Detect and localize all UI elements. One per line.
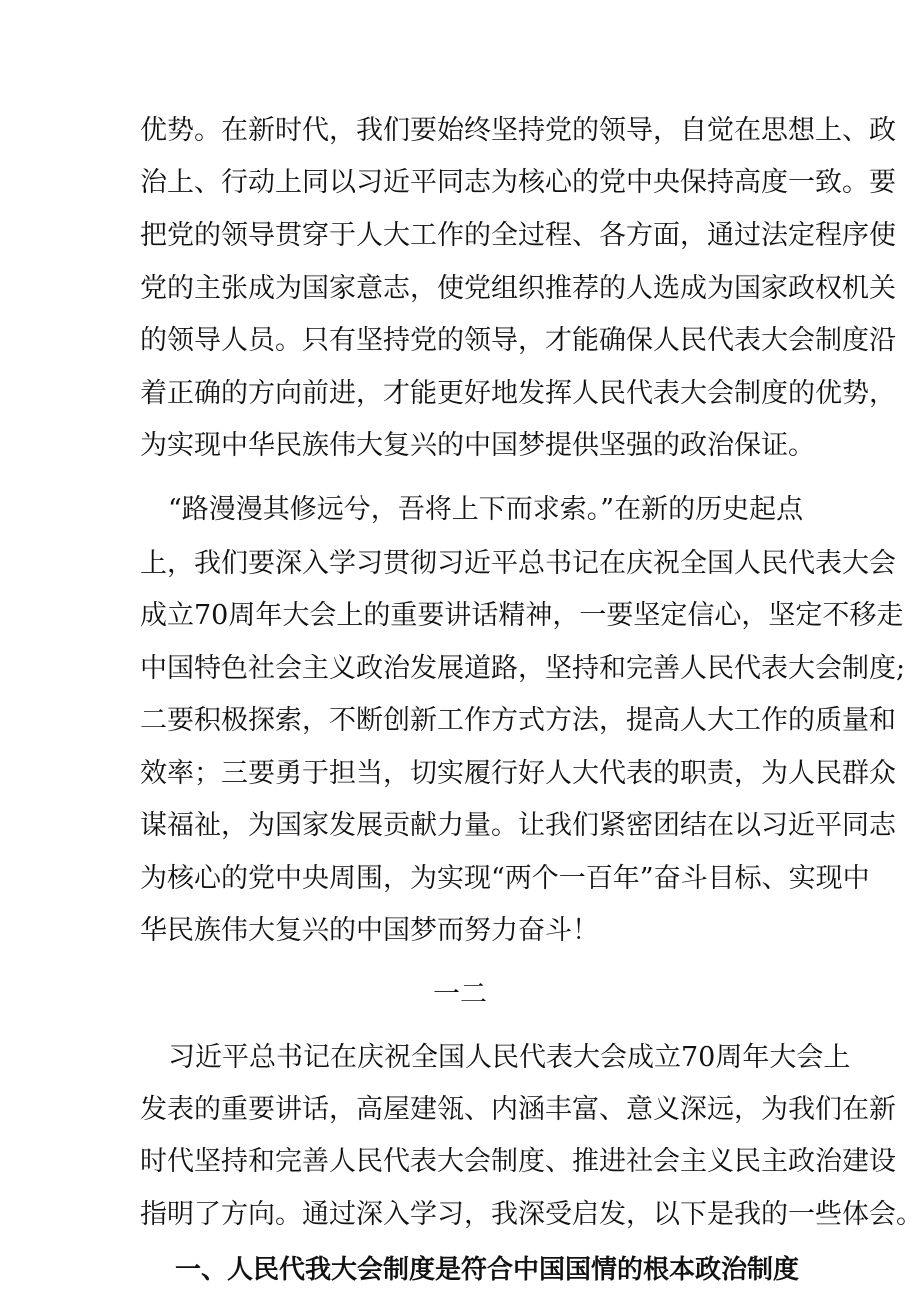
paragraph-1-line: 治上、行动上同以习近平同志为核心的党中央保持高度一致。要 <box>140 167 896 198</box>
paragraph-2-line: 二要积极探索，不断创新工作方式方法，提高人大工作的质量和 <box>140 705 896 736</box>
section-number: 一二 <box>433 979 487 1010</box>
paragraph-1-line: 的领导人员。只有坚持党的领导，才能确保人民代表大会制度沿 <box>140 325 896 356</box>
paragraph-3-line: 习近平总书记在庆祝全国人民代表大会成立70周年大会上 <box>168 1042 851 1073</box>
paragraph-3-line: 时代坚持和完善人民代表大会制度、推进社会主义民主政治建设 <box>140 1146 896 1177</box>
paragraph-1-line: 为实现中华民族伟大复兴的中国梦提供坚强的政治保证。 <box>140 430 815 461</box>
paragraph-1-line: 优势。在新时代，我们要始终坚持党的领导，自觉在思想上、政 <box>140 115 896 146</box>
paragraph-2-line: 上，我们要深入学习贯彻习近平总书记在庆祝全国人民代表大会 <box>140 548 896 579</box>
paragraph-1-line: 把党的领导贯穿于人大工作的全过程、各方面，通过法定程序使 <box>140 220 896 251</box>
paragraph-3-line: 指明了方向。通过深入学习，我深受启发，以下是我的一些体会。 <box>140 1199 923 1230</box>
section-heading: 一、人民代我大会制度是符合中国国情的根本政治制度 <box>175 1255 800 1285</box>
paragraph-1-line: 着正确的方向前进，才能更好地发挥人民代表大会制度的优势， <box>140 378 896 409</box>
paragraph-3-line: 发表的重要讲话，高屋建瓴、内涵丰富、意义深远，为我们在新 <box>140 1094 896 1125</box>
paragraph-2-line: 为核心的党中央周围，为实现“两个一百年”奋斗目标、实现中 <box>140 863 870 894</box>
paragraph-1-line: 党的主张成为国家意志，使党组织推荐的人选成为国家政权机关 <box>140 273 896 304</box>
paragraph-2-line: 成立70周年大会上的重要讲话精神，一要坚定信心，坚定不移走 <box>140 600 904 631</box>
paragraph-2-line: 中国特色社会主义政治发展道路，坚持和完善人民代表大会制度; <box>140 653 906 684</box>
paragraph-2-line: “路漫漫其修远兮，吾将上下而求索。”在新的历史起点 <box>168 494 804 525</box>
paragraph-2-line: 谋福祉，为国家发展贡献力量。让我们紧密团结在以习近平同志 <box>140 810 896 841</box>
paragraph-2-line: 华民族伟大复兴的中国梦而努力奋斗！ <box>140 915 599 946</box>
paragraph-2-line: 效率；三要勇于担当，切实履行好人大代表的职责，为人民群众 <box>140 758 896 789</box>
